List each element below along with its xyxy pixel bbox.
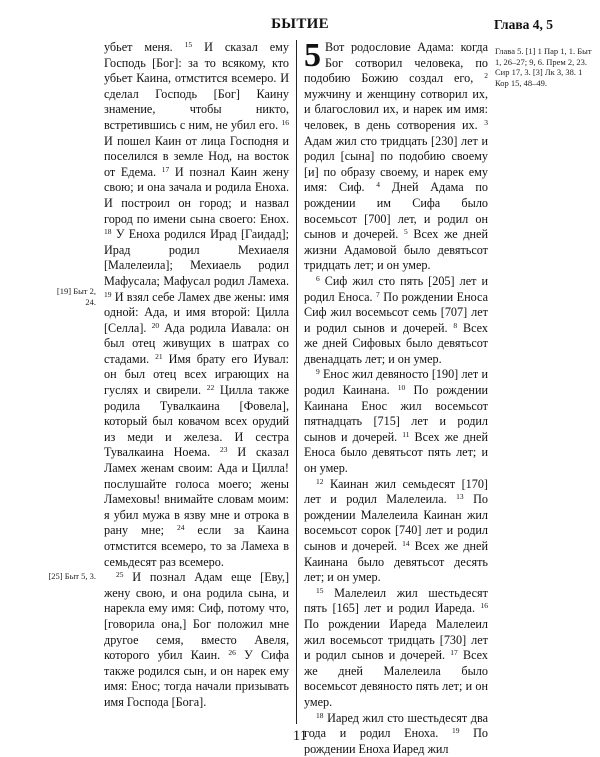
right-column-paragraph-text: Вот родословие Адама: когда Бог сотворил человека, по подобию Божию создал его, $^2$ мужчину и женщину сотворил их, и благословил их, и нарек им имя: человек, в день сотворения их. $^3$ Адам жил сто тридцать [230] лет и родил [сына] по подобию своему [и] по образу своему, и нарек ему имя: Сиф. $^4$ Дней Адама по рождении им Сифа было восемьсот [700] лет, и родил он сынов и дочерей. $^5$ Всех же дней жизни Адамовой было девятьсот тридцать лет; и он умер. <box>304 40 488 273</box>
text-column-left <box>104 40 289 718</box>
column-divider <box>296 40 297 724</box>
right-column-paragraph <box>304 367 488 476</box>
page-number: 11 <box>292 728 308 744</box>
left-column-paragraph-text: убьет меня. $^{15}$ И сказал ему Господь [Бог]: за то всякому, кто убьет Каина, отмстится всемеро. И сделал Господь [Бог] Каину знамение, чтобы никто, встретившись с ним, не убил его. $^{16}$ И пошел Каин от лица Господня и поселился в земле Нод, на восток от Едема. $^{17}$ И познал Каин жену свою; и она зачала и родила Еноха. И построил он город; и назвал город по имени сына своего: Енох. $^{18}$ У Еноха родился Ирад [Гаидад]; Ирад родил Мехиаеля [Малелеила]; Мехиаель родил Мафусала; Мафусал родил Ламеха. $^{19}$ И взял себе Ламех две жены: имя одной: Ада, и имя второй: Цилла [Селла]. $^{20}$ Ада родила Иавала: он был отец живущих в шатрах со стадами. $^{21}$ Имя брату его Иувал: он был отец всех играющих на гуслях и свирели. $^{22}$ Цилла также родила Тувалкаина [Фовела], который был ковачом всех орудий из меди и железа. И сестра Тувалкаина Ноема. $^{23}$ И сказал Ламех женам своим: Ада и Цилла! послушайте голоса моего; жены Ламеховы! внимайте словам моим: я убил мужа в язву мне и отрока в рану мне; $^{24}$ если за Каина отмстится всемеро, то за Ламеха в семьдесят раз всемеро. <box>104 40 289 569</box>
page-title: БЫТИЕ <box>271 16 329 32</box>
right-column-paragraph-text: $^9$ Енос жил девяносто [190] лет и родил Каинана. $^{10}$ По рождении Каинана Енос жил восемьсот пятнадцать [715] лет и родил сынов и дочерей. $^{11}$ Всех же дней Еноса было девятьсот пять лет; и он умер. <box>304 367 488 476</box>
margin-reference-25: [25] Быт 5, 3. <box>48 571 96 581</box>
right-column-paragraph <box>304 711 488 757</box>
margin-reference-19: [19] Быт 2, 24. <box>56 286 96 307</box>
right-column-paragraph-text: $^{15}$ Малелеил жил шестьдесят пять [165] лет и родил Иареда. $^{16}$ По рождении Иареда Малелеил жил восемьсот тридцать [730] лет и родил сынов и дочерей. $^{17}$ Всех же дней Малелеила было восемьсот девяносто пять лет; и он умер. <box>304 585 488 709</box>
right-column-paragraph <box>304 586 488 711</box>
chapter-heading: Глава 4, 5 <box>493 17 553 32</box>
right-column-paragraph-text: $^{12}$ Каинан жил семьдесят [170] лет и родил Малелеила. $^{13}$ По рождении Малелеила Каинан жил восемьсот сорок [740] лет и родил сынов и дочерей. $^{14}$ Всех же дней Каинана было девятьсот десять лет; и он умер. <box>304 476 488 585</box>
right-column-paragraph <box>304 274 488 368</box>
text-column-right <box>304 37 488 756</box>
left-column-paragraph-text: $^{25}$ И познал Адам еще [Еву,] жену свою, и она родила сына, и нарекла ему имя: Сиф, потому что, [говорила она,] Бог положил мне другое семя, вместо Авеля, которого убил Каин. $^{26}$ У Сифа также родился сын, и он нарек ему имя: Енос; тогда начали призывать имя Господа [Бога]. <box>104 570 289 709</box>
right-column-paragraph-text: $^{18}$ Иаред жил сто шестьдесят два года и родил Еноха. $^{19}$ По рождении Еноха Иаред жил <box>304 710 488 756</box>
right-column-paragraph <box>304 37 488 274</box>
right-column-paragraph-text: $^6$ Сиф жил сто пять [205] лет и родил Еноса. $^7$ По рождении Еноса Сиф жил восемьсот семь [707] лет и родил сынов и дочерей. $^8$ Всех же дней Сифовых было девятьсот двенадцать лет; и он умер. <box>304 273 488 366</box>
left-column-paragraph <box>104 570 289 710</box>
margin-references-chapter-5: Глава 5. [1] 1 Пар 1, 1. Быт 1, 26–27; 9, 6. Прем 2, 23. Сир 17, 3. [3] Лк 3, 38. 1 Кор 15, 48–49. <box>495 46 592 88</box>
left-column-paragraph <box>104 40 289 570</box>
right-column-paragraph <box>304 477 488 586</box>
chapter-drop-number: 5 <box>304 37 321 74</box>
